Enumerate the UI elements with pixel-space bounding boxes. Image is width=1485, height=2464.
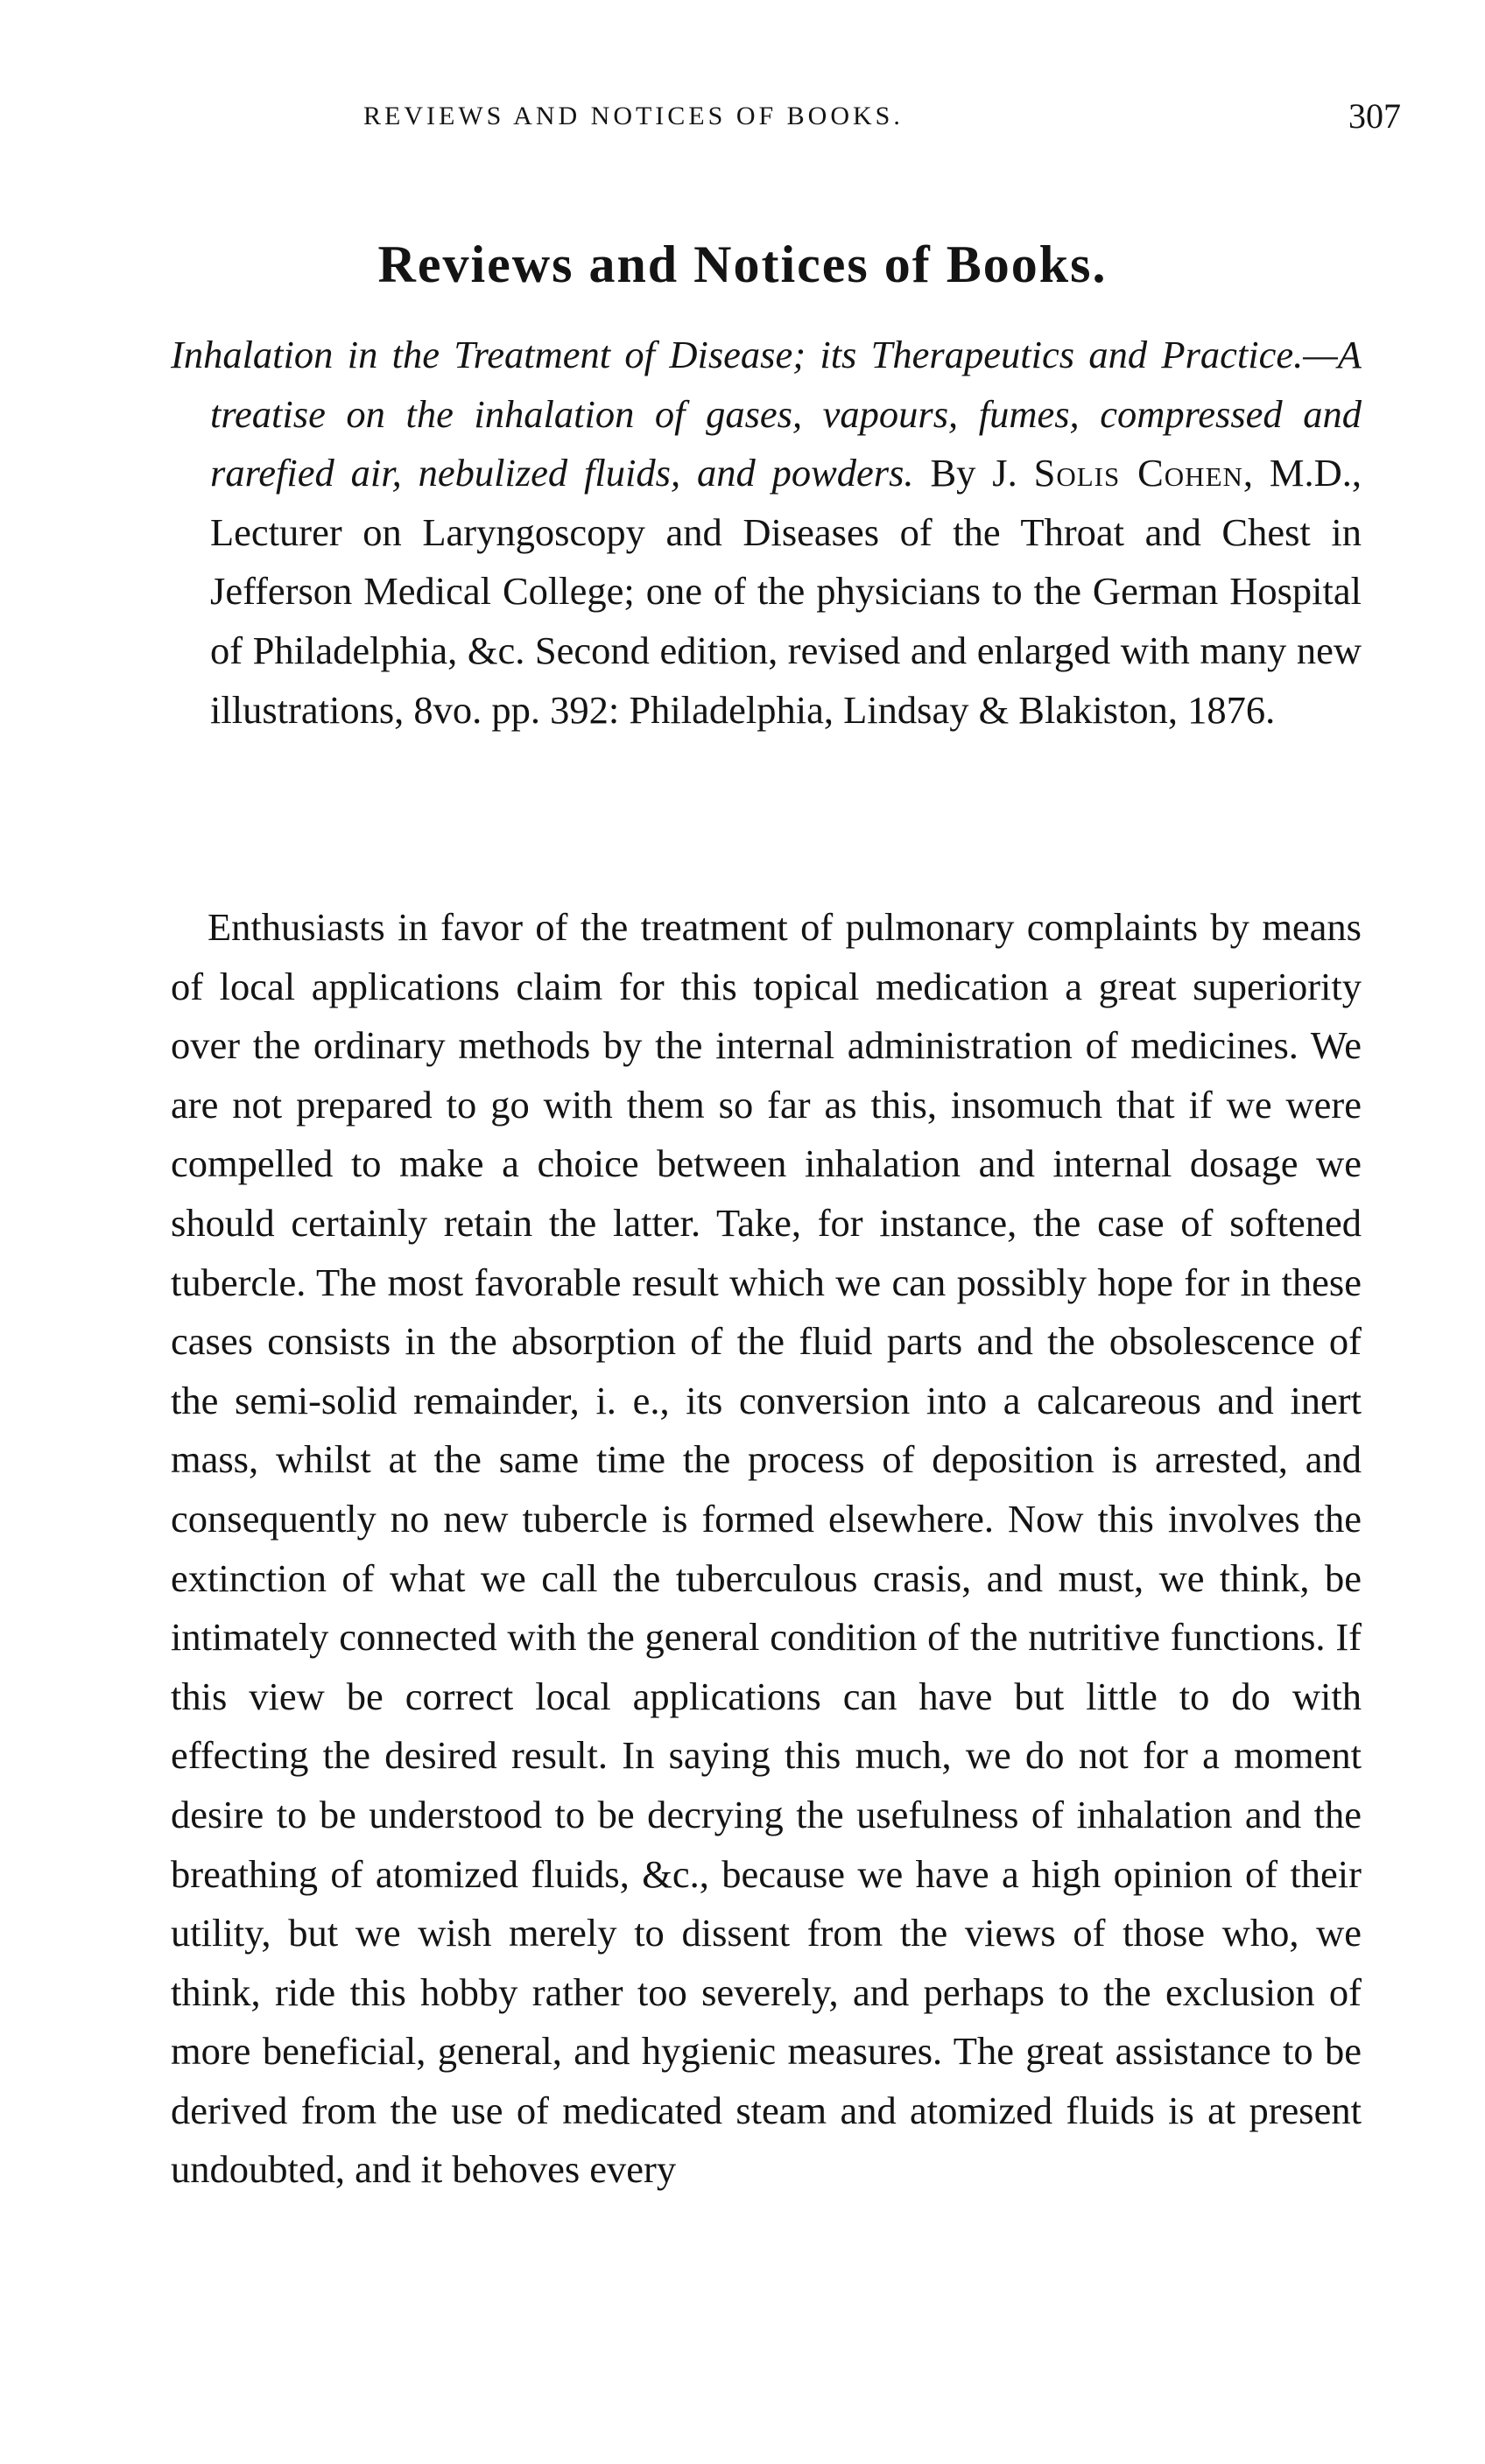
book-author: Solis Cohen: [1033, 451, 1243, 495]
running-head: [175, 95, 1401, 138]
book-citation: [171, 326, 1362, 740]
review-paragraph: Enthusiasts in favor of the treatment of pulmonary complaints by means of local applications claim for this topical medication a great superiority over the ordinary methods by the internal administration of medicines. We are not prepared to go with them so far as this, insomuch that if we were compelled to make a choice between inhalation and internal dosage we should certainly retain the latter. Take, for instance, the case of softened tubercle. The most favorable result which we can possibly hope for in these cases consists in the absorption of the fluid parts and the obsolescence of the semi-solid remainder, i. e., its conversion into a calcareous and inert mass, whilst at the same time the process of deposition is arrested, and consequently no new tubercle is formed elsewhere. Now this involves the extinction of what we call the tuberculous crasis, and must, we think, be intimately connected with the general condition of the nutritive functions. If this view be correct local applications can have but little to do with effecting the desired result. In saying this much, we do not for a moment desire to be understood to be decrying the usefulness of inhalation and the breathing of atomized fluids, &c., because we have a high opinion of their utility, but we wish merely to dissent from the views of those who, we think, ride this hobby rather too severely, and perhaps to the exclusion of more beneficial, general, and hygienic measures. The great assistance to be derived from the use of medicated steam and atomized fluids is at present undoubted, and it behoves every: [171, 905, 1362, 2192]
citation-details: , M.D., Lecturer on Laryngoscopy and Diseases of the Throat and Chest in Jefferson Medical College; one of the physicians to the German Hospital of Philadelphia, &c. Second edition, revised and enlarged with many new illustrations, 8vo. pp. 392: Philadelphia, Lindsay & Blakiston, 1876.: [210, 451, 1362, 732]
section-title: Reviews and Notices of Books.: [377, 235, 1108, 293]
citation-by: By J.: [930, 451, 1017, 495]
page-number: 307: [1348, 96, 1401, 136]
running-title: REVIEWS AND NOTICES OF BOOKS.: [363, 102, 904, 130]
book-title: Inhalation in the Treatment of Disease; its Therapeutics and Practice.—A treatise on the inhalation of gases, vapours, fumes, compressed and rarefied air, nebulized fluids, and powders.: [171, 333, 1362, 495]
